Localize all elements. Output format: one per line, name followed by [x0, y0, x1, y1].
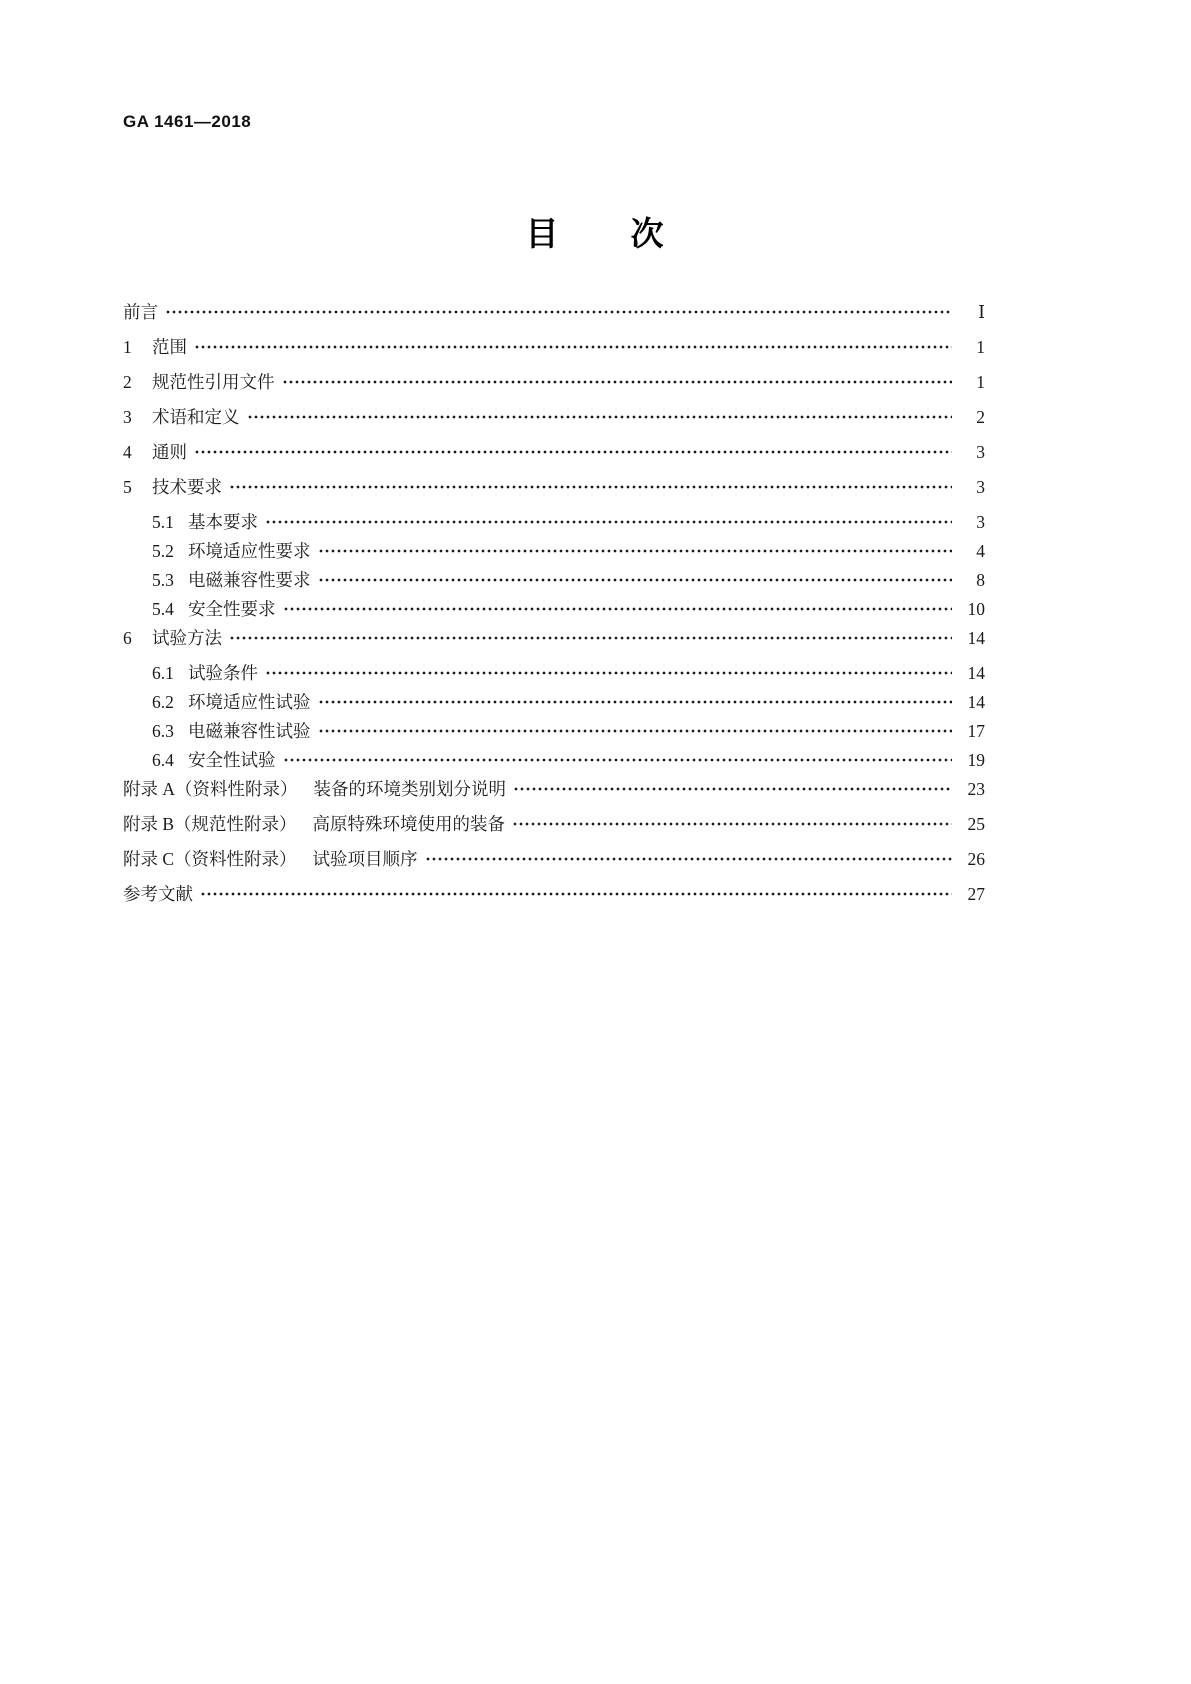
toc-entry-number: 6.2 [152, 692, 174, 712]
toc-entry-page: 25 [967, 814, 985, 834]
toc-leader-dots [283, 753, 953, 767]
document-number: GA 1461—2018 [123, 112, 252, 131]
toc-leader-dots [513, 782, 952, 796]
toc-entry-label: 规范性引用文件 [152, 372, 275, 392]
toc-entry [123, 777, 985, 801]
toc-entry-label: 范围 [152, 337, 187, 357]
toc-entry-number: 1 [123, 337, 132, 357]
toc-entry [152, 748, 985, 772]
toc-entry-label: 环境适应性要求 [188, 541, 311, 561]
toc-entry [123, 626, 985, 650]
toc-entry [123, 440, 985, 464]
toc-entry-page: 23 [967, 779, 985, 799]
toc-entry-number: 附录 B（规范性附录） [123, 814, 297, 834]
toc-leader-dots [265, 666, 952, 680]
toc-entry-label: 基本要求 [188, 512, 258, 532]
toc-entry-number: 2 [123, 372, 132, 392]
toc-entry [152, 719, 985, 743]
toc-entry [123, 812, 985, 836]
toc-entry [123, 405, 985, 429]
toc-entry-label: 试验项目顺序 [312, 849, 418, 869]
toc-leader-dots [318, 544, 953, 558]
toc-entry-page: 3 [976, 477, 985, 497]
toc-entry-number: 附录 C（资料性附录） [123, 849, 297, 869]
toc-leader-dots [229, 631, 952, 645]
toc-entry-label: 试验条件 [188, 663, 258, 683]
toc-entry-page: 1 [976, 337, 985, 357]
toc-entry [152, 510, 985, 534]
toc-entry-number: 5.3 [152, 570, 174, 590]
toc-entry-label: 安全性试验 [188, 750, 276, 770]
toc-leader-dots [200, 887, 952, 901]
toc-entry-label: 术语和定义 [152, 407, 240, 427]
toc-entry-number: 5 [123, 477, 132, 497]
toc-entry [123, 300, 985, 324]
toc-entry-page: Ⅰ [978, 302, 985, 322]
toc-entry-label: 参考文献 [123, 884, 193, 904]
toc-entry-page: 1 [976, 372, 985, 392]
toc-entry-number: 6.4 [152, 750, 174, 770]
toc-leader-dots [318, 573, 953, 587]
toc-entry-page: 14 [967, 628, 985, 648]
toc-entry-page: 14 [967, 663, 985, 683]
toc-leader-dots [247, 410, 953, 424]
toc-entry-page: 26 [967, 849, 985, 869]
toc-entry [123, 882, 985, 906]
toc-entry-page: 27 [967, 884, 985, 904]
toc-leader-dots [229, 480, 952, 494]
toc-leader-dots [165, 305, 952, 319]
toc-entry-number: 6.1 [152, 663, 174, 683]
page-title: 目 次 [525, 215, 666, 252]
toc-entry-page: 14 [967, 692, 985, 712]
toc-entry-label: 试验方法 [152, 628, 222, 648]
toc-entry-page: 17 [967, 721, 985, 741]
toc-entry-number: 6.3 [152, 721, 174, 741]
toc-entry-page: 3 [976, 442, 985, 462]
toc-leader-dots [425, 852, 952, 866]
toc-entry-number: 5.1 [152, 512, 174, 532]
toc-entry [152, 690, 985, 714]
toc-entry [152, 568, 985, 592]
toc-entry-number: 4 [123, 442, 132, 462]
toc-entry-label: 前言 [123, 302, 158, 322]
toc-entry-label: 技术要求 [152, 477, 222, 497]
toc-leader-dots [194, 445, 952, 459]
toc-entry [123, 370, 985, 394]
toc-entry-label: 高原特殊环境使用的装备 [312, 814, 506, 834]
toc-entry-label: 通则 [152, 442, 187, 462]
toc-entry-page: 8 [976, 570, 985, 590]
toc-entry-number: 6 [123, 628, 132, 648]
toc-entry-number: 附录 A（资料性附录） [123, 779, 298, 799]
toc-list [123, 300, 985, 917]
toc-entry-page: 10 [967, 599, 985, 619]
toc-entry-number: 3 [123, 407, 132, 427]
toc-entry-label: 安全性要求 [188, 599, 276, 619]
toc-entry-label: 装备的环境类别划分说明 [313, 779, 507, 799]
toc-leader-dots [265, 515, 952, 529]
toc-leader-dots [318, 695, 953, 709]
toc-leader-dots [318, 724, 953, 738]
toc-leader-dots [194, 340, 952, 354]
toc-leader-dots [282, 375, 953, 389]
toc-entry-label: 电磁兼容性要求 [188, 570, 311, 590]
toc-entry [123, 475, 985, 499]
toc-entry-page: 2 [976, 407, 985, 427]
toc-entry [152, 661, 985, 685]
toc-entry-label: 环境适应性试验 [188, 692, 311, 712]
toc-entry-number: 5.4 [152, 599, 174, 619]
toc-leader-dots [512, 817, 952, 831]
toc-entry-page: 19 [967, 750, 985, 770]
toc-entry [152, 597, 985, 621]
toc-entry [152, 539, 985, 563]
toc-entry-page: 3 [976, 512, 985, 532]
toc-entry [123, 847, 985, 871]
toc-entry-label: 电磁兼容性试验 [188, 721, 311, 741]
toc-entry-number: 5.2 [152, 541, 174, 561]
toc-leader-dots [283, 602, 953, 616]
toc-entry [123, 335, 985, 359]
toc-entry-page: 4 [976, 541, 985, 561]
